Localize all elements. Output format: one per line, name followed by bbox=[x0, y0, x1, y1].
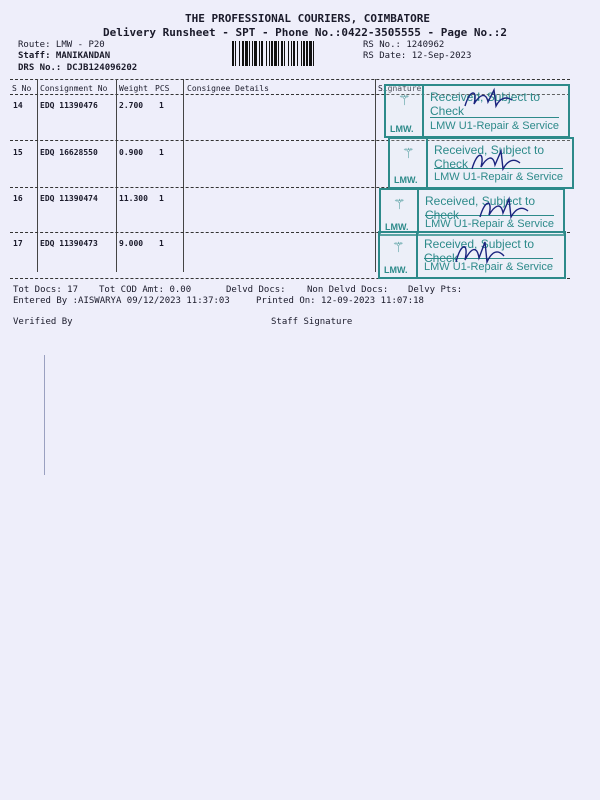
staff-signature-label: Staff Signature bbox=[271, 317, 353, 327]
tree-icon: ⚚ bbox=[393, 196, 406, 212]
handwritten-signature bbox=[468, 145, 524, 177]
barcode-bar bbox=[254, 41, 257, 66]
row-sno: 16 bbox=[13, 194, 23, 203]
barcode-bar bbox=[301, 41, 302, 66]
handwritten-signature bbox=[476, 193, 532, 225]
total-docs: Tot Docs: 17 bbox=[13, 285, 79, 295]
barcode-bar bbox=[259, 41, 260, 66]
barcode-bar bbox=[288, 41, 289, 66]
barcode-bar bbox=[293, 41, 295, 66]
barcode-bar bbox=[271, 41, 273, 66]
printed-on: Printed On: 12-09-2023 11:07:18 bbox=[256, 296, 424, 306]
barcode-bar bbox=[235, 41, 236, 66]
barcode-bar bbox=[306, 41, 308, 66]
stamp-received-text: Received, Subject to Check bbox=[424, 237, 535, 265]
row-weight: 0.900 bbox=[119, 148, 144, 157]
col-weight: Weight bbox=[119, 84, 148, 93]
non-delivered-docs: Non Delvd Docs: bbox=[307, 285, 389, 295]
barcode-bar bbox=[266, 41, 267, 66]
barcode-bar bbox=[274, 41, 277, 66]
col-consignment: Consignment No bbox=[40, 84, 108, 93]
divider bbox=[116, 79, 117, 272]
stamp-service-text: LMW U1-Repair & Service bbox=[430, 117, 559, 132]
barcode-bar bbox=[309, 41, 312, 66]
barcode-bar bbox=[239, 41, 240, 66]
stamp-received-text: Received, Subject to Check bbox=[425, 194, 536, 222]
rs-number: RS No.: 1240962 bbox=[363, 40, 445, 50]
delivery-points: Delvy Pts: bbox=[408, 285, 463, 295]
verified-by: Verified By bbox=[13, 317, 73, 327]
row-pcs: 1 bbox=[159, 101, 164, 110]
row-consignment: EDQ 16628550 bbox=[40, 148, 98, 157]
header-top-rule bbox=[10, 79, 570, 80]
divider bbox=[37, 79, 38, 272]
barcode-bar bbox=[261, 41, 263, 66]
row-sno: 15 bbox=[13, 148, 23, 157]
stamp-logo-text: LMW. bbox=[385, 222, 409, 232]
entered-by: Entered By :AISWARYA 09/12/2023 11:37:03 bbox=[13, 296, 230, 306]
row-consignment: EDQ 11390474 bbox=[40, 194, 98, 203]
row-consignment: EDQ 11390476 bbox=[40, 101, 98, 110]
row-sno: 14 bbox=[13, 101, 23, 110]
col-signature: Signature bbox=[378, 84, 422, 93]
runsheet-subtitle: Delivery Runsheet - SPT - Phone No.:0422-3505555 - Page No.:2 bbox=[103, 26, 507, 39]
barcode-bar bbox=[281, 41, 283, 66]
row-pcs: 1 bbox=[159, 194, 164, 203]
drs-label: DRS No.: DCJB124096202 bbox=[18, 63, 138, 73]
row-pcs: 1 bbox=[159, 148, 164, 157]
stamp-received-text: Received, Subject to Check bbox=[434, 143, 545, 171]
stamp-service-text: LMW U1-Repair & Service bbox=[425, 215, 554, 230]
delivered-docs: Delvd Docs: bbox=[226, 285, 286, 295]
row-consignment: EDQ 11390473 bbox=[40, 239, 98, 248]
row-sno: 17 bbox=[13, 239, 23, 248]
barcode-bar bbox=[245, 41, 248, 66]
col-sno: S No bbox=[12, 84, 32, 93]
stamp-logo-text: LMW. bbox=[394, 175, 418, 185]
barcode-bar bbox=[297, 41, 298, 66]
barcode-bar bbox=[303, 41, 305, 66]
barcode-bar bbox=[269, 41, 270, 66]
row-pcs: 1 bbox=[159, 239, 164, 248]
tree-icon: ⚚ bbox=[392, 239, 405, 255]
rs-date: RS Date: 12-Sep-2023 bbox=[363, 51, 472, 61]
staff-label: Staff: MANIKANDAN bbox=[18, 51, 111, 61]
company-title: THE PROFESSIONAL COURIERS, COIMBATORE bbox=[185, 12, 431, 25]
stamp-received-text: Received, Subject to Check bbox=[430, 90, 541, 118]
barcode-image bbox=[232, 41, 356, 66]
handwritten-signature bbox=[460, 84, 520, 114]
barcode-bar bbox=[278, 41, 279, 66]
stamp-service-text: LMW U1-Repair & Service bbox=[424, 258, 553, 273]
received-stamp bbox=[379, 188, 565, 236]
total-cod-amount: Tot COD Amt: 0.00 bbox=[99, 285, 192, 295]
row-weight: 11.300 bbox=[119, 194, 148, 203]
route-label: Route: LMW - P20 bbox=[18, 40, 105, 50]
divider bbox=[375, 79, 376, 272]
barcode-bar bbox=[252, 41, 253, 66]
col-pcs: PCS bbox=[155, 84, 170, 93]
barcode-bar bbox=[313, 41, 314, 66]
stamp-service-text: LMW U1-Repair & Service bbox=[434, 168, 563, 183]
scan-mark bbox=[44, 355, 45, 475]
divider bbox=[183, 79, 184, 272]
row-weight: 9.000 bbox=[119, 239, 144, 248]
barcode-bar bbox=[242, 41, 244, 66]
col-consignee: Consignee Details bbox=[187, 84, 269, 93]
barcode-bar bbox=[232, 41, 234, 66]
stamp-logo-text: LMW. bbox=[390, 124, 414, 134]
row-weight: 2.700 bbox=[119, 101, 144, 110]
tree-icon: ⚚ bbox=[402, 145, 415, 161]
handwritten-signature bbox=[452, 236, 508, 270]
barcode-bar bbox=[284, 41, 285, 66]
barcode-bar bbox=[291, 41, 292, 66]
stamp-logo-text: LMW. bbox=[384, 265, 408, 275]
tree-icon: ⚚ bbox=[398, 92, 411, 108]
barcode-bar bbox=[249, 41, 250, 66]
